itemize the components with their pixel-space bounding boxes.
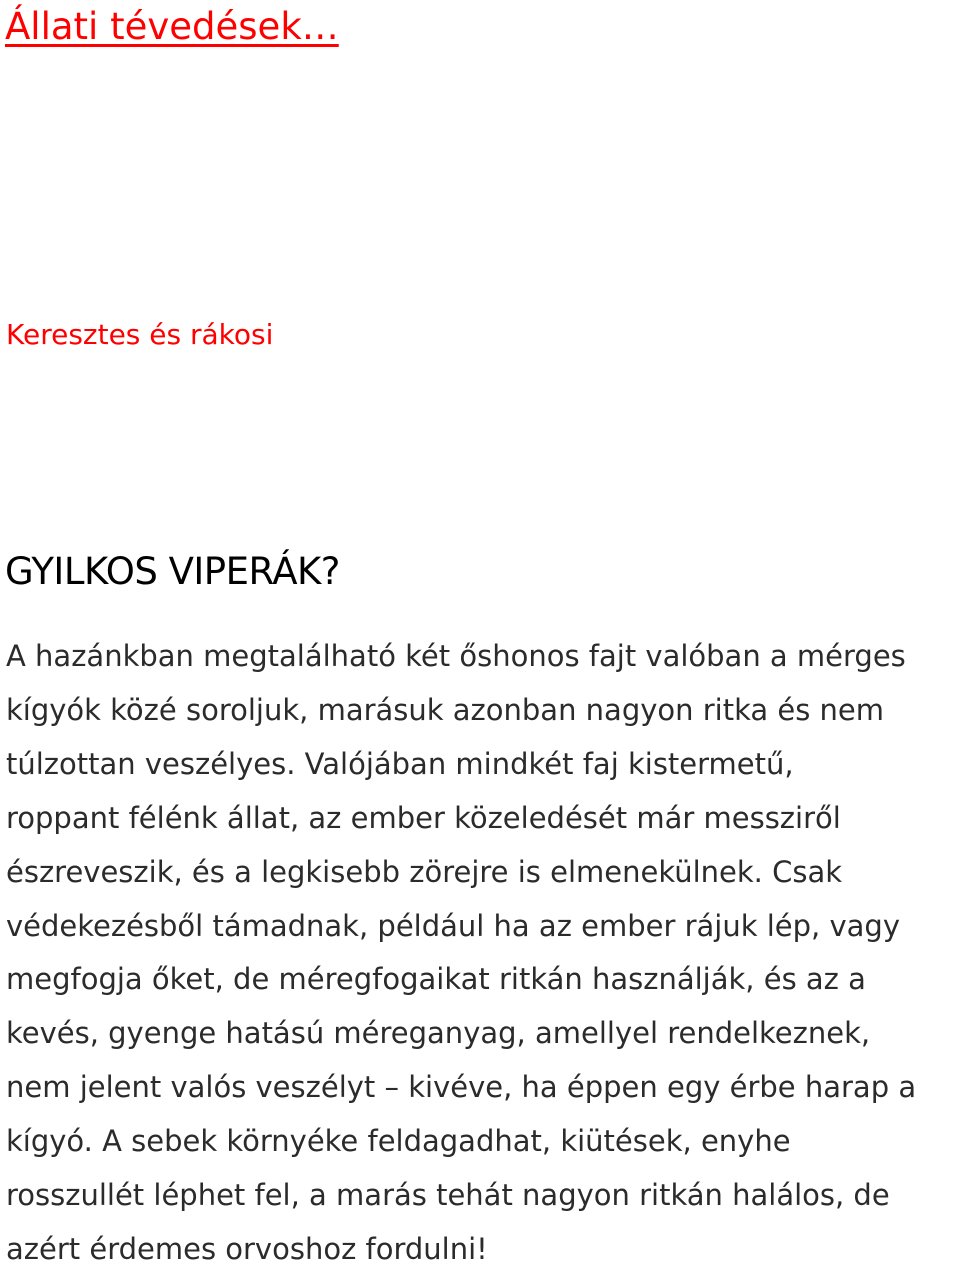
body-line: azért érdemes orvoshoz fordulni!	[6, 1231, 488, 1266]
body-line: kígyó. A sebek környéke feldagadhat, kiütések, enyhe	[6, 1124, 791, 1159]
body-line: védekezésből támadnak, például ha az ember rájuk lép, vagy	[6, 908, 901, 943]
body-line: roppant félénk állat, az ember közeledését már messziről	[6, 800, 841, 835]
body-line: túlzottan veszélyes. Valójában mindkét faj kistermetű,	[6, 746, 794, 781]
section-heading: GYILKOS VIPERÁK?	[5, 550, 340, 593]
document-authors: Keresztes és rákosi	[6, 318, 274, 351]
body-line: megfogja őket, de méregfogaikat ritkán használják, és az a	[6, 962, 866, 997]
body-line: kígyók közé soroljuk, marásuk azonban nagyon ritka és nem	[6, 692, 885, 727]
body-line: A hazánkban megtalálható két őshonos fajt valóban a mérges	[6, 639, 906, 673]
body-line: észreveszik, és a legkisebb zörejre is elmenekülnek. Csak	[6, 854, 843, 889]
body-paragraph	[6, 630, 958, 1277]
body-line: nem jelent valós veszélyt – kivéve, ha éppen egy érbe harap a	[6, 1070, 917, 1105]
body-line: rosszullét léphet fel, a marás tehát nagyon ritkán halálos, de	[6, 1178, 890, 1213]
document-title: Állati tévedések…	[5, 5, 339, 48]
body-line: kevés, gyenge hatású méreganyag, amellyel rendelkeznek,	[6, 1016, 871, 1051]
